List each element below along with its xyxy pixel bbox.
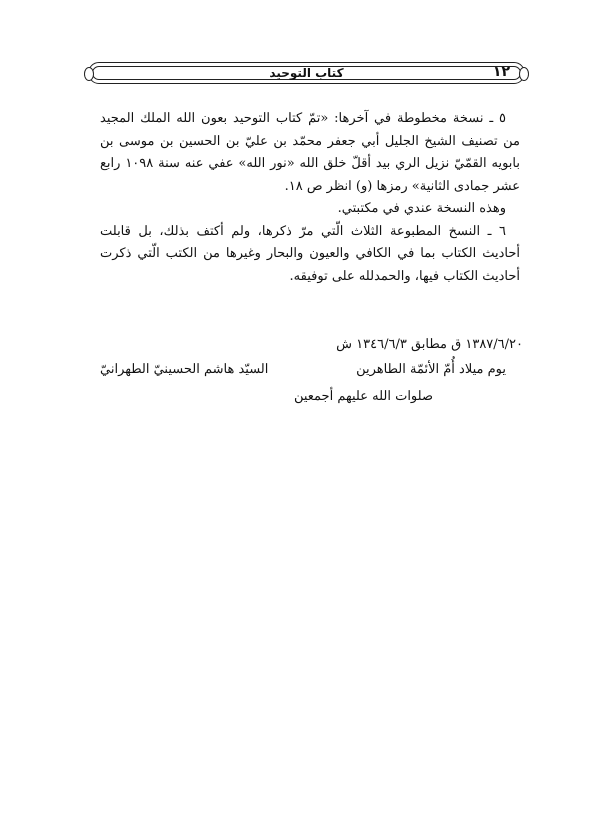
signature-author: السيّد هاشم الحسينيّ الطهرانيّ [100, 362, 269, 377]
signature-blessing: صلوات الله عليهم أجمعين [293, 389, 433, 404]
signature-row [100, 362, 506, 384]
paragraph-manuscript-5: ٥ ـ نسخة مخطوطة في آخرها: «تمّ كتاب التوحيد بعون الله الملك المجيد من تصنيف الشيخ الجليل أبي جعفر محمّد بن عليّ بن الحسين بن موسى بن بابويه القمّيّ نزيل الري بيد أقلّ خلق الله «نور الله» عفي عنه سنة ١٠٩٨ رابع عشر جمادى الثانية» رمزها (و) انظر ص ١٨. [100, 111, 521, 194]
signature-occasion: يوم ميلاد أُمّ الأئمّة الطاهرين [356, 362, 506, 377]
signature-date: ١٣٨٧/٦/٢٠ ق مطابق ١٣٤٦/٦/٣ ش [336, 337, 523, 352]
paragraph-library-note: وهذه النسخة عندي في مكتبتي. [337, 201, 506, 216]
page-header [88, 62, 525, 84]
running-title: كتاب التوحيد [269, 66, 344, 80]
page-number: ١٢ [492, 64, 510, 80]
body-text [100, 108, 520, 288]
paragraph-printed-6: ٦ ـ النسخ المطبوعة الثلاث الّتي مرّ ذكرها، ولم أكتف بذلك، بل قابلت أحاديث الكتاب بما في الكافي والعيون والبحار وغيرها من الكتب الّتي ذكرت أحاديث الكتاب فيها، والحمدلله على توفيقه. [100, 223, 520, 284]
